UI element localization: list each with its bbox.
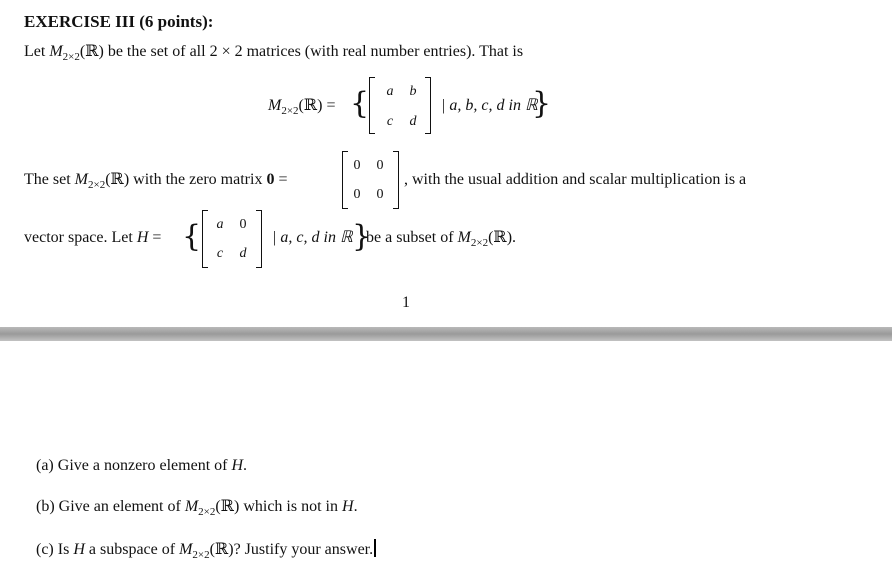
zero-left-bracket xyxy=(342,151,348,209)
question-a-end: . xyxy=(243,457,248,474)
zero-set: M xyxy=(74,171,88,188)
question-c-label: (c) xyxy=(36,541,54,558)
question-c-end: (ℝ)? Justify your answer. xyxy=(209,541,374,558)
zero-matrix-cell: 0 xyxy=(353,158,361,173)
intro-sub: 2×2 xyxy=(62,51,80,64)
page-number: 1 xyxy=(402,294,410,311)
h-post-sub: 2×2 xyxy=(470,237,489,250)
zero-mid: (ℝ) with the zero matrix xyxy=(105,171,267,188)
left-brace: { xyxy=(350,86,370,121)
question-b-mid: (ℝ) which is not in xyxy=(215,498,342,515)
page-divider xyxy=(0,327,892,341)
question-c-text: Is xyxy=(57,541,74,558)
h-symbol: H xyxy=(136,229,149,246)
h-pre: vector space. Let xyxy=(24,229,137,246)
question-c xyxy=(36,539,376,565)
h-matrix-cell: d xyxy=(239,246,247,261)
zero-matrix-cell: 0 xyxy=(353,187,361,202)
h-matrix-cell: c xyxy=(216,246,224,261)
zero-matrix-cell: 0 xyxy=(376,158,384,173)
question-b-sub: 2×2 xyxy=(198,506,216,519)
question-b-end: . xyxy=(353,498,358,515)
zero-symbol: 0 xyxy=(266,171,275,188)
h-matrix-cell: 0 xyxy=(239,217,247,232)
intro-pre: Let xyxy=(24,43,50,60)
h-condition: | a, c, d in ℝ xyxy=(272,229,353,246)
matrix-cell: b xyxy=(409,84,417,99)
question-b-set: M xyxy=(184,498,199,515)
h-left-brace: { xyxy=(182,219,202,254)
def-rest: (ℝ) = xyxy=(298,97,336,114)
zero-pre: The set xyxy=(24,171,75,188)
question-a-text: Give a nonzero element of xyxy=(57,457,232,474)
question-c-var: H xyxy=(73,541,85,558)
matrix-cell: d xyxy=(409,114,417,129)
question-b-var: H xyxy=(342,498,354,515)
intro-set: M xyxy=(49,43,63,60)
question-c-mid: a subspace of xyxy=(84,541,180,558)
h-post-set: M xyxy=(457,229,471,246)
question-c-sub: 2×2 xyxy=(192,549,210,562)
matrix-cell: c xyxy=(386,114,394,129)
matrix-cell: a xyxy=(386,84,394,99)
h-right-brace: } xyxy=(352,219,372,254)
question-b-text: Give an element of xyxy=(58,498,185,515)
h-line-right xyxy=(366,228,516,253)
question-a-label: (a) xyxy=(36,457,54,474)
question-b-label: (b) xyxy=(36,498,55,515)
right-bracket xyxy=(425,77,431,134)
h-eq: = xyxy=(148,229,162,246)
h-post-pre: be a subset of xyxy=(366,229,458,246)
right-brace: } xyxy=(532,86,552,121)
h-left-bracket xyxy=(202,210,208,268)
intro-line xyxy=(24,42,523,67)
zero-line-right: , with the usual addition and scalar multiplication is a xyxy=(404,171,747,188)
zero-right-bracket xyxy=(393,151,399,209)
def-set: M xyxy=(268,97,282,114)
h-matrix-cell: a xyxy=(216,217,224,232)
zero-sub: 2×2 xyxy=(87,179,106,192)
exercise-title: EXERCISE III (6 points): xyxy=(24,12,214,31)
definition-condition: | a, b, c, d in ℝ xyxy=(441,97,538,114)
h-post-end: (ℝ). xyxy=(488,229,517,246)
question-c-set: M xyxy=(179,541,193,558)
question-a xyxy=(36,456,247,476)
zero-line-left xyxy=(24,170,287,195)
intro-post: (ℝ) be the set of all 2 × 2 matrices (with real number entries). That is xyxy=(79,43,524,60)
def-sub: 2×2 xyxy=(281,105,299,118)
left-bracket xyxy=(369,77,375,134)
text-cursor[interactable] xyxy=(374,539,376,557)
h-line-left xyxy=(24,228,161,248)
zero-matrix-cell: 0 xyxy=(376,187,384,202)
question-a-var: H xyxy=(231,457,244,474)
h-right-bracket xyxy=(256,210,262,268)
question-b xyxy=(36,497,358,522)
zero-eq: = xyxy=(274,171,288,188)
definition-lhs xyxy=(268,96,336,121)
